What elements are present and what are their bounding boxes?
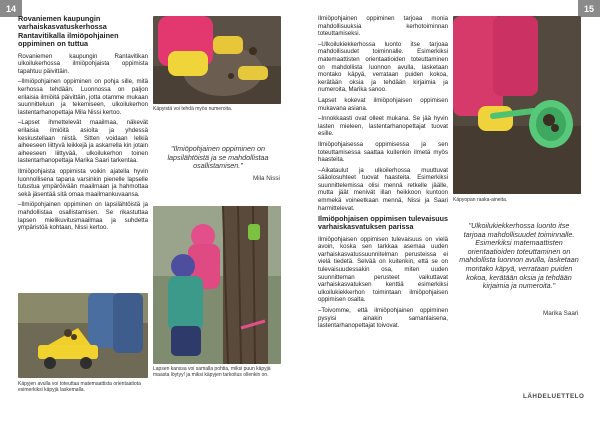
article-title: Rovaniemen kaupungin varhaiskasvatuskerhossa Rantavitikalla ilmiöpohjainen oppiminen on tuttua bbox=[18, 14, 119, 49]
quote-author: Marika Saari bbox=[543, 310, 579, 317]
photo-green-shovel bbox=[453, 16, 581, 194]
photo-caption: Käpyjen avulla voi toteuttaa matemaattista orientaatiota esimerkiksi käpyjä laskemalla. bbox=[18, 381, 141, 393]
photo-caption: Lapsen kanssa voi samalla pohtia, miksi puun käpyjä maasta löytyy! ja miksi käpyjen tarkoitus ollenkin on. bbox=[153, 366, 271, 378]
pull-quote: "Ulkoilukiekkerhossa luonto itse tarjoaa mahdollisuudet toiminnalle. Esimerkiksi matemaattisten orientaatioiden toteuttaminen on mahdollista luonnon avulla, lasketaan montako käpyä, verrataan puiden kokoa, kerätään oksia ja tehdään kirjaimia ja numeroita." bbox=[459, 221, 579, 291]
footer-label: LÄHDELUETTELO bbox=[523, 393, 585, 400]
article-column-3 bbox=[318, 15, 448, 333]
paragraph: Lapset kokevat ilmiöpohjaisen oppimisen mukavana asiana. bbox=[318, 96, 448, 112]
section-heading: Ilmiöpohjaisen oppimisen tulevaisuus varhaiskasvatuksen parissa bbox=[318, 214, 448, 232]
paragraph: Ilmiöpohjaista oppimista voikin ajatella hyvin luonnollisena tapana varsinkin pienelle lapselle tutustua ympäröivään maailmaan ja hahmottaa sekä jäsentää sitä omaa maailmankuvaansa. bbox=[18, 167, 148, 198]
paragraph: Rovaniemen kaupungin Rantavitikan ulkoilukerhossa ilmiöpohjaista oppimista tapahtuu päivittäin. bbox=[18, 52, 148, 75]
photo-children-tree bbox=[153, 206, 281, 364]
paragraph: Ilmiöpohjainen oppiminen tarjoaa monia mahdollisuuksia kerhotoiminnan toteuttamiseksi. bbox=[318, 15, 448, 38]
paragraph: Ilmiöpohjaisen oppimisen tulevaisuus on vielä avoin, koska sen tarkkaa asemaa uuden varhaiskasvatussuunnitelman perusteissa ei vielä tiedetä. Selvää on kuitenkin, että se on tulevaisuudessakin osa, miten uuden suunnitteman perusteet vaikuttavat varhaiskasvatuksen kenttiä esimerkiksi ulkoilukiekkerhon toimintaan ilmiöpohjaisen oppimisen osalta. bbox=[318, 235, 448, 304]
photo-caption: Käpyistä voi tehdä myös numeroita. bbox=[153, 106, 233, 112]
paragraph: –Innokkaasti ovat olleet mukana. Se jää hyvin lasten mieleen, lastentarhanopettajat tuovat esille. bbox=[318, 115, 448, 138]
photo-gloves-ground bbox=[153, 16, 281, 104]
paragraph: –Lapset ihmettelevät maailmaa, näkevät erilaisia ilmiöitä asioita ja yhdessä keskustellaan niistä. Sitten voidaan lelkiä aiheeseen liittyvä leikkejä ja askarrella kin jotain aiheeseen liittyvää, ulkoilukerhon toinen lastentarhanopettaja Marika Saari tarkentaa. bbox=[18, 119, 148, 165]
paragraph: Ilmiöpohjaisessa oppimisessa ja sen toteuttamisessa saattaa kuitenkin ilmetä myös haasteita. bbox=[318, 140, 448, 164]
photo-caption: Käpyopan raaka-aineita. bbox=[453, 197, 508, 203]
photo-toy-truck bbox=[18, 293, 148, 378]
paragraph: –Ilmiöpohjainen oppiminen on pohja sille, mitä kerhossa tehdään. Luonnossa on paljon erilaisia ilmiöitä päivittäin, jotta otamme mukaan suunnitteluun ja tekemiseen, ulkoilukerhon lastentarhanopettaja Mila Nissi kertoo. bbox=[18, 78, 148, 116]
paragraph: –Ulkoilukiekkerhossa luonto itse tarjoaa mahdollisuudet toiminnalle. Esimerkiksi matemaattisten orientaatioiden toteuttaminen on mahdollista luonnon avulla, lasketaan montako käpyä, verrataan puiden kokoa, kerätään oksia ja tehdään kirjaimia ja numeroita, Marika sanoo. bbox=[318, 40, 448, 94]
pull-quote: "Ilmiöpohjainen oppiminen on lapsilähtöistä ja se mahdollistaa osallistamisen." bbox=[167, 144, 269, 171]
quote-author: Mila Nissi bbox=[253, 175, 280, 182]
page-number-right: 15 bbox=[578, 0, 600, 17]
article-column-1 bbox=[18, 15, 148, 235]
paragraph: –Toivomme, että ilmiöpohjainen oppiminen pysyisi ainakin samanlaisena, lastentarhanopettajat toivovat. bbox=[318, 307, 448, 330]
page-number-left: 14 bbox=[0, 0, 22, 17]
paragraph: –Aikataulut ja ulkoilerhossa muuttuvat sääolosuhteet tuovat haasteita. Esimerkiksi suunnittelemissa olisi mennä retkelle jäälle, mutta jäät menivät illan heikkoon kuntoon emmekä voineetkaan mennä, Nissi ja Saari harmittelevat. bbox=[318, 166, 448, 212]
paragraph: –Ilmiöpohjainen oppiminen on lapsilähtöistä ja mahdollistaa osallistamisen. Se rikastuttaa lapsen mielikuvitusmaailmaa ja suhdetta ympäristöä kohtaan, Nissi kertoo. bbox=[18, 201, 148, 232]
